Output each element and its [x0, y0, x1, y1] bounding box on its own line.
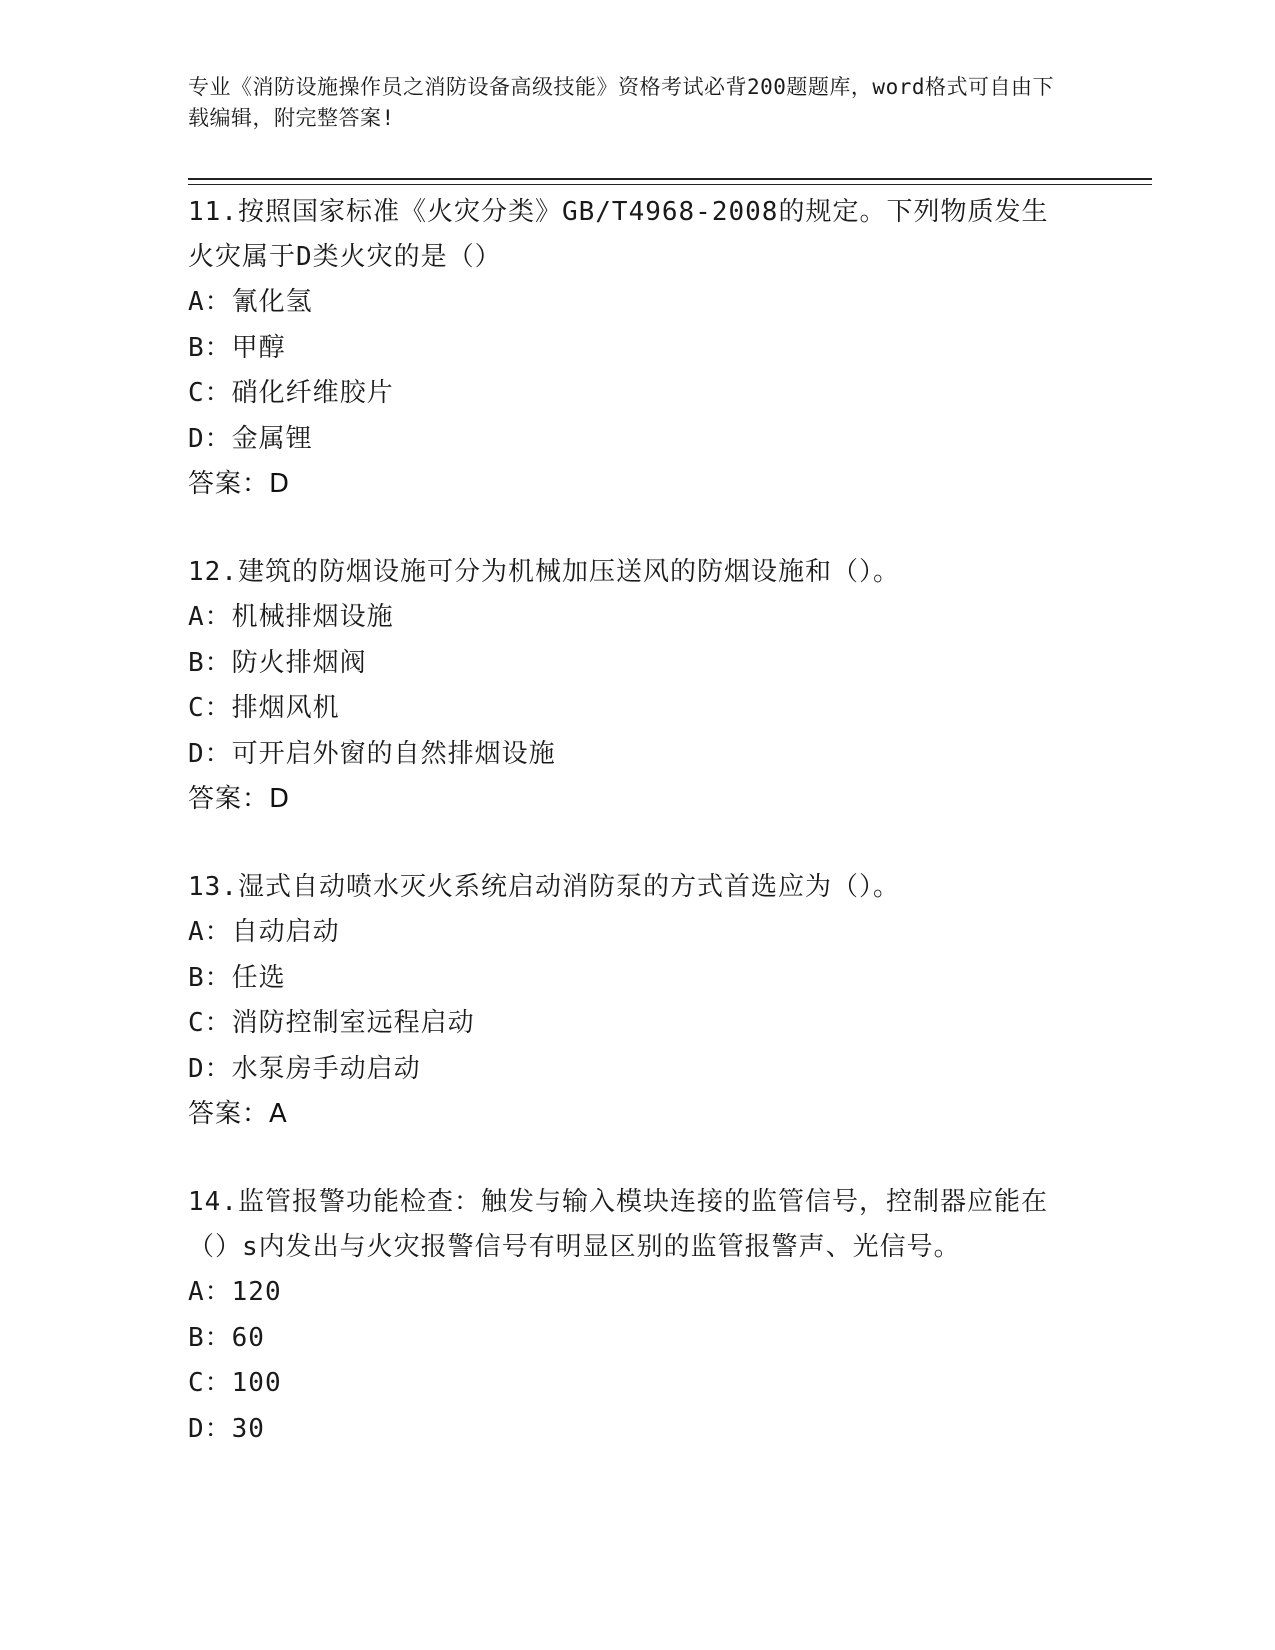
option-label: D：: [188, 423, 232, 454]
option-label: A：: [188, 602, 232, 632]
option-label: D：: [188, 738, 232, 769]
option-c: [188, 1001, 1088, 1047]
option-d: [188, 1407, 1088, 1453]
question-list: [188, 190, 1088, 1452]
option-c: [188, 1361, 1088, 1407]
option-b: [188, 956, 1088, 1002]
option-a: [188, 595, 1088, 641]
option-c: [188, 686, 1088, 732]
option-text: 可开启外窗的自然排烟设施: [231, 738, 556, 769]
option-b: [188, 326, 1088, 372]
question-stem: 12.建筑的防烟设施可分为机械加压送风的防烟设施和（）。: [188, 557, 900, 587]
option-b: [188, 1316, 1088, 1362]
option-label: A：: [188, 1277, 232, 1307]
question-spacer: [188, 822, 1088, 865]
option-text: 100: [231, 1368, 282, 1398]
answer-line: 答案：D: [188, 469, 291, 499]
option-label: B：: [188, 1322, 232, 1353]
question-item: [188, 865, 1088, 1137]
answer-line: 答案：A: [188, 1099, 288, 1129]
option-label: D：: [188, 1413, 232, 1444]
option-label: B：: [188, 962, 232, 993]
option-a: [188, 910, 1088, 956]
option-label: B：: [188, 647, 232, 678]
header-divider-thin: [188, 184, 1152, 185]
question-spacer: [188, 507, 1088, 550]
option-d: [188, 732, 1088, 778]
option-d: [188, 417, 1088, 463]
option-label: C：: [188, 1368, 232, 1398]
question-item: [188, 190, 1088, 507]
question-spacer: [188, 1137, 1088, 1180]
option-text: 水泵房手动启动: [231, 1053, 421, 1084]
option-a: [188, 280, 1088, 326]
header-divider-thick: [188, 178, 1152, 180]
option-label: B：: [188, 332, 232, 363]
question-item: [188, 1180, 1088, 1452]
option-text: 消防控制室远程启动: [231, 1008, 475, 1038]
document-header: 专业《消防设施操作员之消防设备高级技能》资格考试必背200题题库，word格式可自由下载编辑，附完整答案!: [188, 75, 1054, 130]
answer-line: 答案：D: [188, 784, 291, 814]
option-b: [188, 641, 1088, 687]
option-text: 排烟风机: [231, 693, 340, 723]
option-label: A：: [188, 287, 232, 317]
option-text: 防火排烟阀: [231, 647, 367, 678]
option-text: 120: [231, 1277, 282, 1307]
option-label: C：: [188, 693, 232, 723]
question-stem: 13.湿式自动喷水灭火系统启动消防泵的方式首选应为（）。: [188, 872, 900, 902]
option-text: 自动启动: [231, 917, 340, 947]
option-c: [188, 371, 1088, 417]
option-d: [188, 1047, 1088, 1093]
option-text: 氰化氢: [231, 287, 313, 317]
option-text: 任选: [231, 962, 286, 993]
option-text: 硝化纤维胶片: [231, 378, 394, 408]
option-text: 甲醇: [231, 332, 286, 363]
option-label: D：: [188, 1053, 232, 1084]
question-item: [188, 550, 1088, 822]
option-a: [188, 1270, 1088, 1316]
option-label: C：: [188, 378, 232, 408]
option-label: A：: [188, 917, 232, 947]
option-text: 30: [231, 1413, 265, 1444]
option-text: 机械排烟设施: [231, 602, 394, 632]
question-stem: 14.监管报警功能检查：触发与输入模块连接的监管信号，控制器应能在（）s内发出与火灾报警信号有明显区别的监管报警声、光信号。: [188, 1187, 1048, 1262]
option-text: 金属锂: [231, 423, 313, 454]
question-stem: 11.按照国家标准《火灾分类》GB/T4968-2008的规定。下列物质发生火灾属于D类火灾的是（）: [188, 197, 1049, 272]
option-text: 60: [231, 1322, 265, 1353]
option-label: C：: [188, 1008, 232, 1038]
